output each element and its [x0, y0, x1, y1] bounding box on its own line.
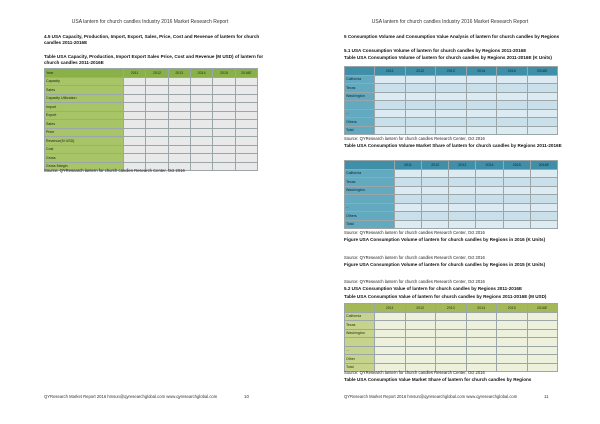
year-header: 2013: [449, 161, 476, 170]
region-label: Others: [345, 118, 375, 127]
year-header: 2011: [375, 67, 406, 76]
source-note: Source: QYResearch lantern for church candles Research Center, Oct 2016: [344, 255, 485, 260]
region-label: [345, 101, 375, 110]
header-cell: 2016E: [235, 69, 257, 78]
header-cell: 2014: [190, 69, 212, 78]
source-note: Source: QYResearch lantern for church candles Research Center, Oct 2016: [344, 136, 485, 141]
year-header: 2016E: [527, 67, 558, 76]
table-row: [345, 84, 558, 93]
page-right: [300, 0, 600, 424]
table-row: [45, 77, 258, 86]
year-header: 2012: [405, 304, 436, 313]
section-title: 5 Consumption Volume and Consumption Value Analysis of lantern for church candles by Regions: [344, 34, 560, 39]
table-header-row: [345, 67, 558, 76]
table-row: [345, 212, 558, 221]
table-row: [45, 145, 258, 154]
table-header-row: [45, 69, 258, 78]
table-row: [45, 137, 258, 146]
region-label: Texas: [345, 84, 375, 93]
table-row: [345, 101, 558, 110]
table-row: [45, 94, 258, 103]
row-label: Gross Margin: [45, 162, 124, 171]
page-footer: QYResearch Market Report 2016 hmsun@qyresearchglobal.com www.qyresearchglobal.com: [344, 394, 518, 399]
table-row: [345, 75, 558, 84]
source-note: Source: QYResearch lantern for church candles Research Center, Oct 2016: [344, 279, 485, 284]
table-row: [345, 355, 558, 364]
table-title: Table USA Capacity, Production, Import Export Sales Price, Cost and Revenue (M USD) of lantern for church candles 2011-2016E: [44, 54, 264, 65]
page-header: USA lantern for church candles Industry 2016 Market Research Report: [371, 19, 529, 25]
year-header: 2015: [503, 161, 530, 170]
year-header: 2015: [497, 67, 528, 76]
table-row: [345, 109, 558, 118]
region-label: Texas: [345, 178, 395, 187]
table-row: [345, 312, 558, 321]
year-header: 2012: [405, 67, 436, 76]
table-row: [45, 128, 258, 137]
figure-title: Figure USA Consumption Volume of lantern for church candles by Regions in 2015 (K Units): [344, 262, 546, 267]
region-label: Texas: [345, 321, 375, 330]
table-row: [345, 92, 558, 101]
row-label: Price: [45, 128, 124, 137]
source-note: Source: QYResearch lantern for church candles Research Center, Oct 2016: [44, 168, 185, 173]
figure-title: Figure USA Consumption Volume of lantern for church candles by Regions in 2016 (K Units): [344, 237, 546, 242]
row-label: Revenue(M USD): [45, 137, 124, 146]
page-number: 10: [244, 394, 249, 399]
table-row: [345, 195, 558, 204]
region-label: Total: [345, 220, 395, 229]
header-cell: 2011: [124, 69, 146, 78]
table-row: [345, 338, 558, 347]
row-label: Sales: [45, 86, 124, 95]
year-header: 2015: [497, 304, 528, 313]
header-cell: 2013: [168, 69, 190, 78]
section-title: 4.5 USA Capacity, Production, Import, Export, Sales, Price, Cost and Revenue of lantern for church candles 2011-2016E: [44, 34, 260, 45]
table-row: [345, 178, 558, 187]
region-label: Washington: [345, 186, 395, 195]
table-row: [345, 321, 558, 330]
region-label: California: [345, 75, 375, 84]
region-label: Washington: [345, 92, 375, 101]
row-label: Gross: [45, 154, 124, 163]
region-label: [345, 195, 395, 204]
region-label: California: [345, 312, 375, 321]
region-label: Total: [345, 363, 375, 372]
table-header-row: [345, 161, 558, 170]
table-row: [45, 86, 258, 95]
region-label: California: [345, 169, 395, 178]
year-header: 2016E: [530, 161, 557, 170]
year-header: 2013: [436, 304, 467, 313]
region-label: Other: [345, 355, 375, 364]
region-label: [345, 338, 375, 347]
table-row: [345, 329, 558, 338]
table-row: [345, 203, 558, 212]
page-footer: QYResearch Market Report 2016 hmsun@qyresearchglobal.com www.qyresearchglobal.com: [44, 394, 218, 399]
region-label: ...: [345, 203, 395, 212]
table-title: Table USA Consumption Volume of lantern for church candles by Regions 2011-2016E (K Units): [344, 55, 552, 60]
table-row: [345, 169, 558, 178]
row-label: Sales: [45, 120, 124, 129]
header-cell: Year: [45, 69, 124, 78]
year-header: 2014: [466, 67, 497, 76]
table-title: Table USA Consumption Volume Market Share of lantern for church candles by Regions 2011-2016E: [344, 143, 562, 148]
table-row: [345, 126, 558, 135]
table-row: [45, 103, 258, 112]
table-row: [45, 111, 258, 120]
header-cell: 2012: [146, 69, 168, 78]
page-number: 11: [544, 394, 549, 399]
table-row: [345, 346, 558, 355]
year-header: 2013: [436, 67, 467, 76]
region-label: ...: [345, 109, 375, 118]
row-label: Import: [45, 103, 124, 112]
row-label: Export: [45, 111, 124, 120]
year-header: 2011: [395, 161, 422, 170]
table-title: Table USA Consumption Value Market Share of lantern for church candles by Regions: [344, 377, 532, 382]
table-row: [45, 120, 258, 129]
consumption-share-table: [344, 160, 558, 229]
year-header: 2016E: [527, 304, 558, 313]
year-header: 2011: [375, 304, 406, 313]
page-header: USA lantern for church candles Industry 2016 Market Research Report: [71, 19, 229, 25]
year-header: 2014: [476, 161, 503, 170]
source-note: Source: QYResearch lantern for church candles Research Center, Oct 2016: [344, 370, 485, 375]
table-header-row: [345, 304, 558, 313]
table-title: Table USA Consumption Value of lantern for church candles by Regions 2011-2016E (M USD): [344, 294, 547, 299]
consumption-volume-table: [344, 66, 558, 135]
table-row: [345, 186, 558, 195]
row-label: Cost: [45, 145, 124, 154]
region-label: Total: [345, 126, 375, 135]
year-header: 2014: [466, 304, 497, 313]
subsection-title: 5.1 USA Consumption Volume of lantern for church candles by Regions 2011-2016E: [344, 48, 527, 53]
header-cell: 2015: [213, 69, 235, 78]
region-label: ...: [345, 346, 375, 355]
table-row: [345, 118, 558, 127]
subsection-title: 5.2 USA Consumption Value of lantern for church candles by Regions 2011-2016E: [344, 286, 523, 291]
row-label: Capacity: [45, 77, 124, 86]
table-row: [45, 154, 258, 163]
capacity-table: [44, 68, 258, 171]
source-note: Source: QYResearch lantern for church candles Research Center, Oct 2016: [344, 230, 485, 235]
region-label: Others: [345, 212, 395, 221]
consumption-value-table: [344, 303, 558, 372]
region-label: Washington: [345, 329, 375, 338]
row-label: Capacity Utilization: [45, 94, 124, 103]
year-header: 2012: [422, 161, 449, 170]
table-row: [345, 220, 558, 229]
